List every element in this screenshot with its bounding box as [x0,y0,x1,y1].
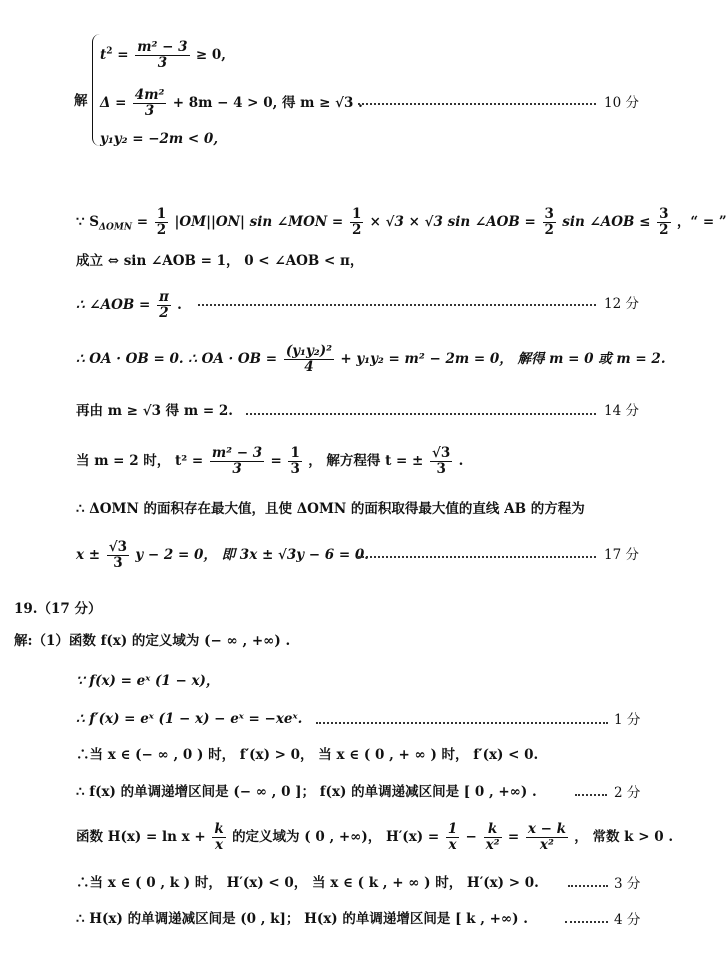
text: × √3 × √3 sin ∠AOB = [369,214,541,230]
text: 的定义域为 ( 0 , +∞)， H′(x) = [232,829,444,845]
numerator: √3 [108,539,128,555]
score-17: 17 分 [604,547,639,563]
text: ∴当 x ∈ (− ∞ , 0 ) 时， f′(x) > 0， 当 x ∈ ( 0 , + ∞ ) 时， f′(x) < 0. [76,747,539,763]
text: 成立 ⇔ sin ∠AOB = 1， 0 < ∠AOB < π， [76,253,364,269]
text: = [132,214,153,230]
score-3: 3 分 [614,876,641,892]
numerator: m² − 3 [211,445,263,461]
denominator: 2 [156,222,167,238]
text: ∴ OA · OB = 0. ∴ OA · OB = [76,351,282,367]
denominator: 3 [436,461,446,477]
numerator: 1 [290,445,300,461]
denominator: 3 [157,55,168,71]
numerator: 1 [156,206,167,222]
text: = [507,829,524,845]
line-y1y2 [100,130,218,148]
denominator: 2 [659,222,669,238]
numerator: π [158,289,169,305]
line-line-ab [76,540,369,571]
text: + y₁y₂ = m² − 2m = 0， 解得 m = 0 或 m = 2. [340,351,666,367]
dot-leader [575,794,607,796]
text: x ± [76,547,105,563]
denominator: 3 [290,461,300,477]
var-t: t [100,47,107,63]
score-4: 4 分 [614,912,641,928]
line-delta [100,88,363,119]
numerator: k [484,822,502,838]
label-jie [74,92,88,110]
numerator: m² − 3 [137,39,188,55]
text: ≥ 0, [195,47,226,63]
score-10: 10 分 [604,95,639,111]
fraction [526,822,568,853]
text: − [465,829,482,845]
text: ∴ H(x) 的单调递减区间是 (0 , k]； H(x) 的单调递增区间是 [ k , +∞) . [76,911,528,927]
text: Δ = [100,95,127,111]
denominator: x² [485,837,500,853]
denominator: 2 [544,222,554,238]
line-f-monotonic [76,783,537,801]
line-condition [76,252,363,270]
denominator: x [215,837,224,853]
fraction [107,540,129,571]
text: 当 m = 2 时， t² = [76,453,208,469]
denominator: 3 [144,103,155,119]
text: ∵ f(x) = eˣ (1 − x)， [76,673,220,689]
text: |OM||ON| sin ∠MON = [174,214,348,230]
line-f-prime [76,710,302,728]
score-2: 2 分 [614,785,641,801]
dot-leader [568,885,608,887]
text: ∵ S [76,214,100,230]
dot-leader [246,413,596,415]
denominator: 3 [113,555,123,571]
denominator: 2 [159,305,169,321]
denominator: x² [539,837,554,853]
dot-leader [316,722,608,724]
fraction [543,207,556,238]
dot-leader [198,304,596,306]
text: . [177,297,182,313]
line-solve-t [76,446,463,477]
text: 函数 H(x) = ln x + [76,829,211,845]
numerator: 4m² [134,87,165,103]
fraction [430,446,452,477]
line-vectors [76,344,666,375]
fraction [210,446,264,477]
text: = [270,453,287,469]
line-angle [76,290,182,321]
fraction [284,344,334,375]
line-h-sign [76,874,539,892]
fraction [133,88,167,119]
numerator: 3 [659,206,669,222]
denominator: 2 [351,222,362,238]
fraction [350,207,363,238]
line-h-monotonic [76,910,528,928]
text: ，“ = ” [676,214,727,230]
text: 解 [74,93,88,109]
text: ∴ ∠AOB = [76,297,155,313]
text: ∴ f′(x) = eˣ (1 − x) − eˣ = −xeˣ. [76,711,303,727]
numerator: √3 [432,445,451,461]
line-m-equals-2 [76,402,233,420]
text: y₁y₂ = −2m < 0, [100,131,219,147]
dot-leader [358,103,596,105]
text: y − 2 = 0， 即 3x ± √3y − 6 = 0. [135,547,369,563]
text: ∴ f(x) 的单调递增区间是 (− ∞ , 0 ]； f(x) 的单调递减区间是 [ 0 , +∞) . [76,784,537,800]
line-f-def [76,672,219,690]
fraction [135,40,189,71]
fraction [155,207,168,238]
text: . [458,453,464,469]
text: ， 常数 k > 0 . [574,829,674,845]
numerator: (y₁y₂)² [285,343,333,359]
text: ∴当 x ∈ ( 0 , k ) 时， H′(x) < 0， 当 x ∈ ( k , + ∞ ) 时， H′(x) > 0. [76,875,539,891]
fraction [157,290,171,321]
numerator: 3 [544,206,554,222]
text: sin ∠AOB ≤ [562,214,656,230]
score-12: 12 分 [604,296,639,312]
numerator: k [214,821,224,837]
fraction [446,822,459,853]
text: ， 解方程得 t = ± [308,453,429,469]
text: 再由 m ≥ √3 得 m = 2. [76,403,233,419]
fraction [484,822,502,853]
numerator: 1 [447,821,458,837]
fraction [657,207,670,238]
text: 解:（1）函数 f(x) 的定义域为 (− ∞ , +∞) . [14,633,291,649]
denominator: 4 [304,359,314,375]
score-1: 1 分 [614,712,641,728]
text: + 8m − 4 > 0, 得 m ≥ √3 . [172,95,363,111]
denominator: 3 [232,461,242,477]
numerator: 1 [351,206,362,222]
denominator: x [448,837,457,853]
line-area [76,207,727,238]
fraction [288,446,301,477]
line-conclusion [76,500,585,518]
dot-leader [565,921,608,923]
score-14: 14 分 [604,403,639,419]
text: 19.（17 分） [14,601,102,617]
fraction [212,822,225,853]
line-h-def [76,822,673,853]
subscript: ΔOMN [99,222,133,233]
question-19-header [14,600,101,618]
line-t-squared: $t^2$ = $\frac{\text{m² − 3}}{3}$ ≥ 0, [100,39,226,71]
line-f-sign [76,746,538,764]
text: ∴ ΔOMN 的面积存在最大值，且使 ΔOMN 的面积取得最大值的直线 AB 的方程为 [76,501,585,517]
line-domain-f [14,632,290,650]
numerator: x − k [527,821,566,837]
dot-leader [358,556,596,558]
